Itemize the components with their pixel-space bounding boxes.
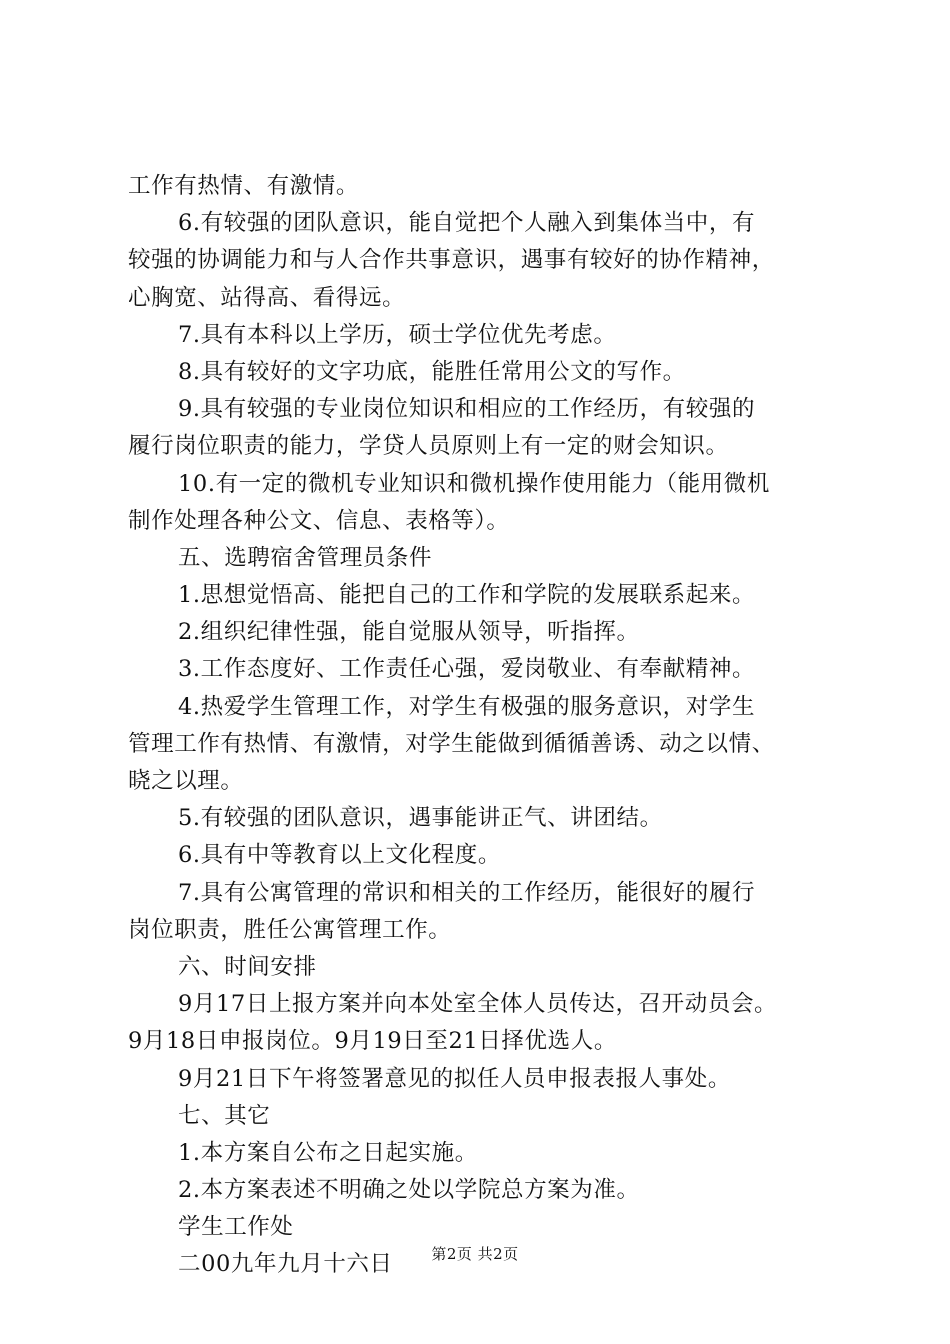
text-line: 3.工作态度好、工作责任心强，爱岗敬业、有奉献精神。 bbox=[178, 656, 756, 683]
text-line: 履行岗位职责的能力，学贷人员原则上有一定的财会知识。 bbox=[128, 433, 729, 460]
document-body bbox=[128, 168, 840, 1284]
page-number-footer: 第2页 共2页 bbox=[431, 1245, 519, 1263]
text-line: 9月21日下午将签署意见的拟任人员申报表报人事处。 bbox=[178, 1065, 731, 1092]
text-line: 10.有一定的微机专业知识和微机操作使用能力（能用微机 bbox=[178, 470, 770, 497]
text-line: 2.组织纪律性强，能自觉服从领导，听指挥。 bbox=[178, 619, 640, 646]
text-line: 6.有较强的团队意识，能自觉把个人融入到集体当中，有 bbox=[178, 210, 756, 237]
text-line: 制作处理各种公文、信息、表格等）。 bbox=[128, 507, 510, 534]
text-line: 5.有较强的团队意识，遇事能讲正气、讲团结。 bbox=[178, 805, 663, 832]
signature-date: 二00九年九月十六日 bbox=[178, 1251, 393, 1278]
text-line: 9.具有较强的专业岗位知识和相应的工作经历，有较强的 bbox=[178, 396, 756, 423]
text-line: 1.思想觉悟高、能把自己的工作和学院的发展联系起来。 bbox=[178, 582, 756, 609]
text-line: 6.具有中等教育以上文化程度。 bbox=[178, 842, 501, 869]
text-line: 晓之以理。 bbox=[128, 768, 244, 794]
text-line: 岗位职责，胜任公寓管理工作。 bbox=[128, 916, 452, 943]
text-line: 9月18日申报岗位。9月19日至21日择优选人。 bbox=[128, 1028, 617, 1055]
text-line: 1.本方案自公布之日起实施。 bbox=[178, 1139, 478, 1166]
text-line: 8.具有较好的文字功底，能胜任常用公文的写作。 bbox=[178, 358, 686, 385]
text-line: 2.本方案表述不明确之处以学院总方案为准。 bbox=[178, 1177, 640, 1204]
text-line: 7.具有本科以上学历，硕士学位优先考虑。 bbox=[178, 321, 617, 348]
section-heading: 七、其它 bbox=[178, 1102, 271, 1129]
signature-department: 学生工作处 bbox=[178, 1214, 294, 1241]
text-line: 管理工作有热情、有激情，对学生能做到循循善诱、动之以情、 bbox=[128, 730, 775, 757]
text-line: 较强的协调能力和与人合作共事意识，遇事有较好的协作精神， bbox=[128, 247, 775, 274]
text-line: 工作有热情、有激情。 bbox=[128, 173, 360, 199]
text-line: 7.具有公寓管理的常识和相关的工作经历，能很好的履行 bbox=[178, 879, 756, 906]
text-line: 4.热爱学生管理工作，对学生有极强的服务意识，对学生 bbox=[178, 693, 756, 720]
text-line: 9月17日上报方案并向本处室全体人员传达，召开动员会。 bbox=[178, 991, 778, 1018]
section-heading: 五、选聘宿舍管理员条件 bbox=[178, 544, 433, 571]
text-line: 心胸宽、站得高、看得远。 bbox=[128, 284, 406, 311]
section-heading: 六、时间安排 bbox=[178, 953, 317, 980]
